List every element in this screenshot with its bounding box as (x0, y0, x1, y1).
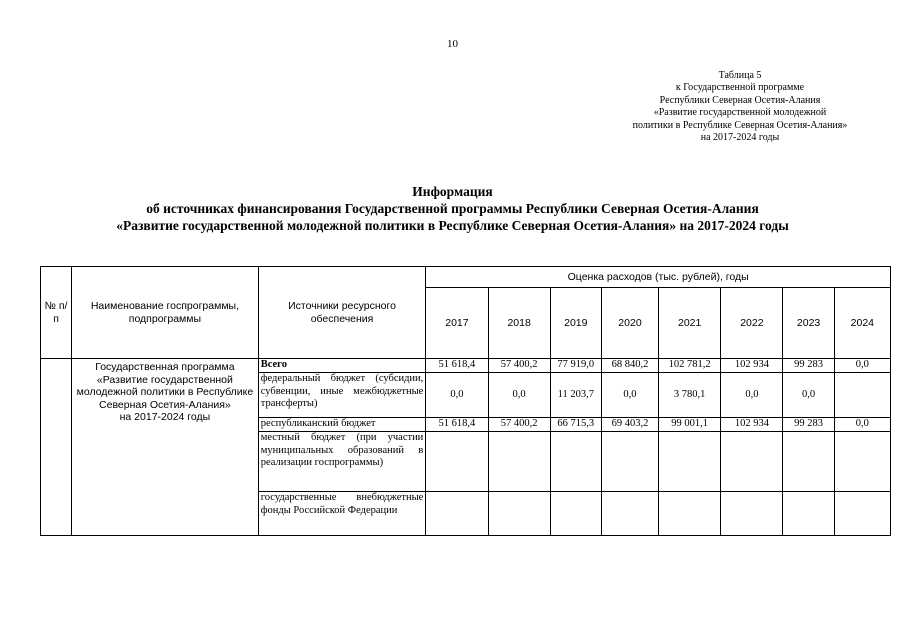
value-cell (601, 492, 658, 536)
appendix-line: «Развитие государственной молодежной (653, 107, 827, 119)
col-header-name: Наименование госпрограммы, подпрограммы (72, 267, 259, 359)
value-cell: 69 403,2 (601, 418, 658, 432)
financing-table (40, 266, 891, 536)
program-name: Государственная программа «Развитие государственной молодежной политики в Республике Северная Осетия-Алания» (76, 361, 254, 411)
year-header: 2019 (550, 288, 601, 359)
value-cell (834, 373, 890, 418)
value-cell (550, 492, 601, 536)
value-cell: 0,0 (834, 418, 890, 432)
value-cell (601, 432, 658, 492)
value-cell (488, 432, 550, 492)
value-cell: 102 781,2 (659, 359, 721, 373)
value-cell: 99 283 (783, 359, 834, 373)
year-header: 2021 (659, 288, 721, 359)
table-header-row (41, 267, 891, 288)
value-cell: 0,0 (834, 359, 890, 373)
value-cell: 68 840,2 (601, 359, 658, 373)
col-header-sources: Источники ресурсного обеспечения (258, 267, 426, 359)
value-cell: 66 715,3 (550, 418, 601, 432)
appendix-line: на 2017-2024 годы (700, 132, 780, 144)
year-header: 2023 (783, 288, 834, 359)
table-row (41, 359, 891, 373)
value-cell (550, 432, 601, 492)
year-header: 2020 (601, 288, 658, 359)
source-cell: республиканский бюджет (258, 418, 426, 432)
value-cell (426, 432, 488, 492)
heading-subtitle: об источниках финансирования Государственной программы Республики Северная Осетия-Алания (146, 201, 759, 216)
value-cell (783, 432, 834, 492)
value-cell: 0,0 (426, 373, 488, 418)
value-cell: 51 618,4 (426, 359, 488, 373)
value-cell: 0,0 (601, 373, 658, 418)
appendix-note (600, 70, 880, 144)
source-cell: местный бюджет (при участии муниципальных образований в реализации госпрограммы) (258, 432, 426, 492)
program-name-cell (72, 359, 259, 536)
year-header: 2018 (488, 288, 550, 359)
year-header: 2022 (721, 288, 783, 359)
value-cell: 3 780,1 (659, 373, 721, 418)
value-cell (659, 432, 721, 492)
value-cell: 57 400,2 (488, 418, 550, 432)
value-cell: 11 203,7 (550, 373, 601, 418)
year-header: 2024 (834, 288, 890, 359)
appendix-line: политики в Республике Северная Осетия-Алания» (632, 119, 848, 131)
heading-program-title: «Развитие государственной молодежной политики в Республике Северная Осетия-Алания» на 2017-2024 годы (116, 218, 789, 233)
value-cell: 0,0 (721, 373, 783, 418)
value-cell: 99 283 (783, 418, 834, 432)
source-cell: федеральный бюджет (субсидии, субвенции, иные межбюджетные трансферты) (258, 373, 426, 418)
col-header-number: № п/п (41, 267, 72, 359)
value-cell: 77 919,0 (550, 359, 601, 373)
value-cell: 99 001,1 (659, 418, 721, 432)
appendix-line: к Государственной программе (675, 82, 805, 94)
page-number: 10 (447, 38, 458, 50)
appendix-line: Таблица 5 (718, 70, 762, 81)
document-heading (0, 183, 905, 234)
heading-title: Информация (412, 184, 493, 199)
source-cell: Всего (258, 359, 426, 373)
value-cell: 0,0 (783, 373, 834, 418)
value-cell (721, 432, 783, 492)
value-cell (783, 492, 834, 536)
program-number-cell (41, 359, 72, 536)
value-cell (834, 492, 890, 536)
value-cell: 102 934 (721, 359, 783, 373)
value-cell (834, 432, 890, 492)
value-cell: 0,0 (488, 373, 550, 418)
program-period: на 2017-2024 годы (119, 411, 211, 423)
col-header-estimate: Оценка расходов (тыс. рублей), годы (426, 267, 891, 288)
value-cell: 57 400,2 (488, 359, 550, 373)
value-cell (659, 492, 721, 536)
value-cell (488, 492, 550, 536)
value-cell: 102 934 (721, 418, 783, 432)
source-cell: государственные внебюджетные фонды Российской Федерации (258, 492, 426, 536)
value-cell: 51 618,4 (426, 418, 488, 432)
year-header: 2017 (426, 288, 488, 359)
appendix-line: Республики Северная Осетия-Алания (659, 94, 821, 106)
value-cell (721, 492, 783, 536)
value-cell (426, 492, 488, 536)
